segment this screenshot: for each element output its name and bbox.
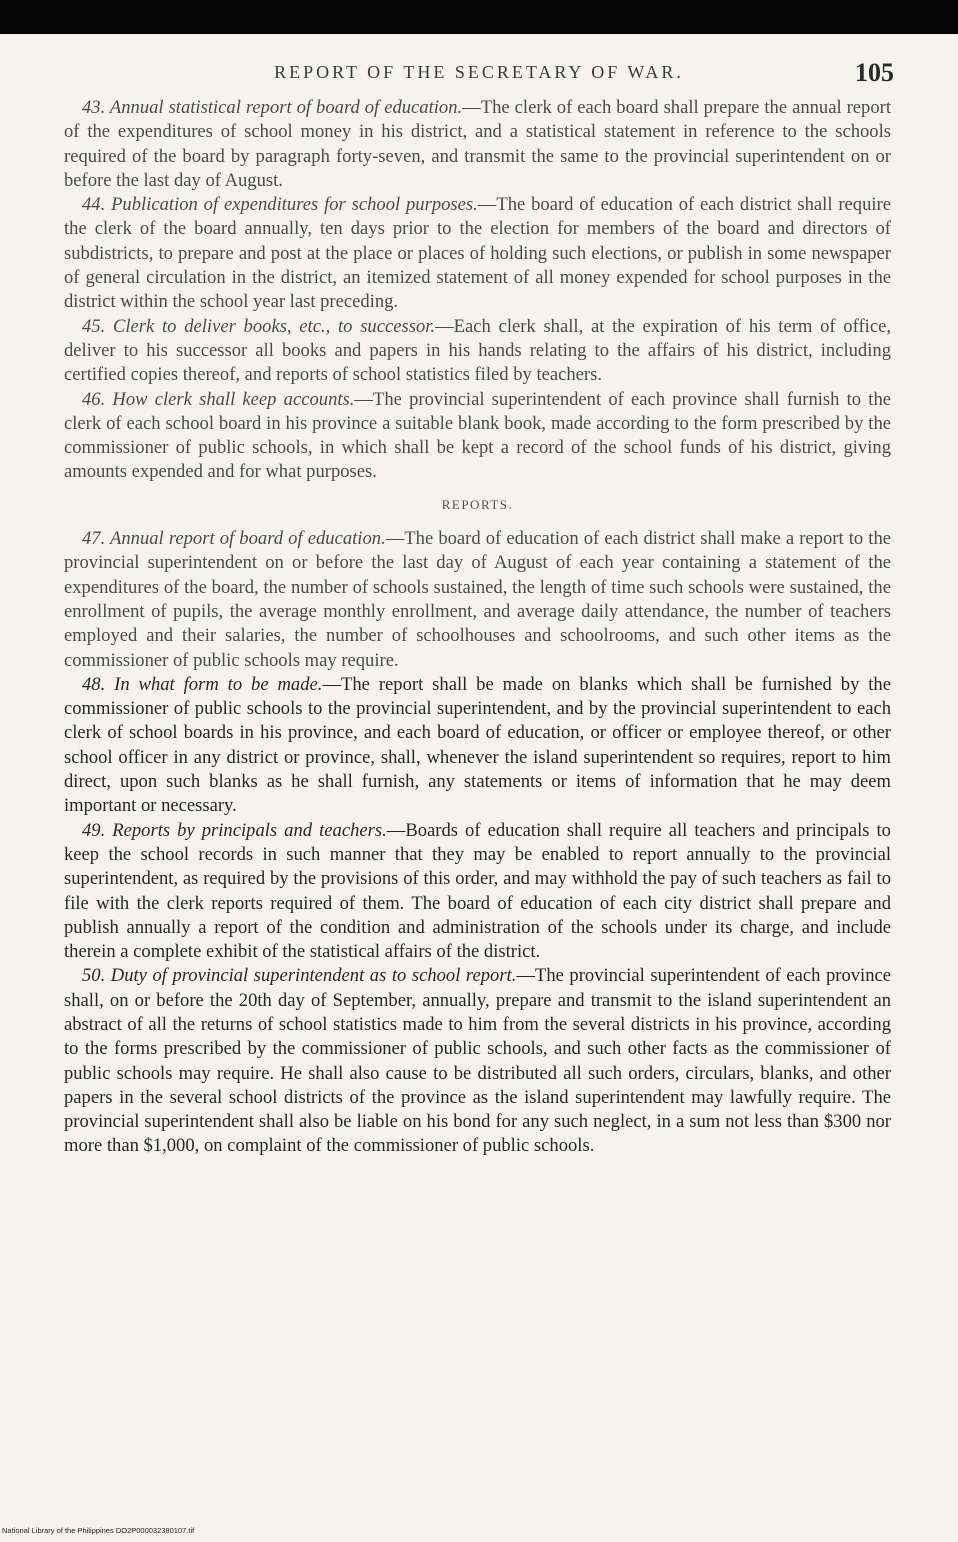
section-heading: 50. Duty of provincial superintendent as to school report. — [82, 965, 517, 987]
section-44 — [64, 193, 891, 314]
section-text: —The board of education of each district shall require the clerk of the board annually, ten days prior to the election for members of the board and directors of subdistricts, to prepare and post at the place or places of holding such elections, or publish in some newspaper of general circulation in the district, an itemized statement of all money expended for school purposes in the district within the school year last preceding. — [64, 194, 891, 313]
section-heading: 49. Reports by principals and teachers. — [82, 819, 387, 841]
section-43 — [64, 96, 891, 193]
section-heading: 44. Publication of expenditures for school purposes. — [82, 194, 478, 216]
section-text: —The report shall be made on blanks which shall be furnished by the commissioner of public schools to the provincial superintendent, and by the provincial superintendent to each clerk of school boards in his province, and each board of education, or officer or employee thereof, or other school officer in any district or province, shall, whenever the island superintendent so requires, report to him direct, upon such blanks as he shall furnish, any statements or items of information that he may deem important or necessary. — [64, 673, 891, 817]
section-46 — [64, 388, 891, 485]
section-heading: 43. Annual statistical report of board of education. — [82, 97, 463, 118]
section-text: —The clerk of each board shall prepare the annual report of the expenditures of school money in his district, and a statistical statement in reference to the schools required of the board by paragraph forty-seven, and transmit the same to the provincial superintendent on or before the last day of August. — [64, 97, 891, 191]
section-text: —Boards of education shall require all teachers and principals to keep the school records in such manner that they may be enabled to report annually to the provincial superintendent, as required by the provisions of this order, and may withhold the pay of such teachers as fail to file with the clerk reports required of them. The board of education of each city district shall prepare and publish annually a report of the condition and administration of the schools under its charge, and include therein a complete exhibit of the statistical affairs of the district. — [64, 819, 891, 963]
section-text: —Each clerk shall, at the expiration of his term of office, deliver to his successor all books and papers in his hands relating to the affairs of his district, including certified copies thereof, and reports of school statistics filed by teachers. — [64, 315, 891, 386]
section-heading: 48. In what form to be made. — [82, 673, 323, 695]
section-heading: 46. How clerk shall keep accounts. — [82, 388, 355, 410]
scan-border — [0, 0, 958, 34]
section-heading: 47. Annual report of board of education. — [82, 528, 386, 550]
section-text: —The board of education of each district shall make a report to the provincial superintendent on or before the last day of August of each year containing a statement of the expenditures of the board, the number of schools sustained, the length of time such schools were sustained, the enrollment of pupils, the average monthly enrollment, and average daily attendance, the number of teachers employed and their salaries, the number of schoolhouses and schoolrooms, and such other items as the commissioner of public schools may require. — [64, 528, 892, 671]
section-48 — [64, 673, 891, 819]
reports-subheading: REPORTS. — [441, 496, 514, 512]
section-47 — [64, 527, 891, 673]
section-50 — [64, 964, 891, 1158]
running-head: REPORT OF THE SECRETARY OF WAR. — [274, 62, 684, 82]
section-49 — [64, 819, 891, 965]
section-text: —The provincial superintendent of each province shall furnish to the clerk of each school board in his province a suitable blank book, made according to the form prescribed by the commissioner of public schools, in which shall be kept a record of the school funds of his district, giving amounts expended and for what purposes. — [64, 388, 891, 483]
page-body — [64, 96, 891, 1159]
page-number: 105 — [855, 58, 894, 87]
section-45 — [64, 315, 891, 388]
section-text: —The provincial superintendent of each province shall, on or before the 20th day of September, annually, prepare and transmit to the island superintendent an abstract of all the returns of school statistics made to him from the several districts in his province, according to the forms prescribed by the commissioner of public schools, and such other facts as the commissioner of public schools may require. He shall also cause to be distributed all such orders, circulars, blanks, and other papers in the several school districts of the province as the island superintendent may lawfully require. The provincial superintendent shall also be liable on his bond for any such neglect, in a sum not less than $300 nor more than $1,000, on complaint of the commissioner of public schools. — [64, 965, 892, 1157]
section-heading: 45. Clerk to deliver books, etc., to successor. — [82, 315, 436, 337]
scan-footer: National Library of the Philippines DO2P000032380107.tif — [2, 1526, 195, 1535]
page-header — [64, 58, 894, 90]
